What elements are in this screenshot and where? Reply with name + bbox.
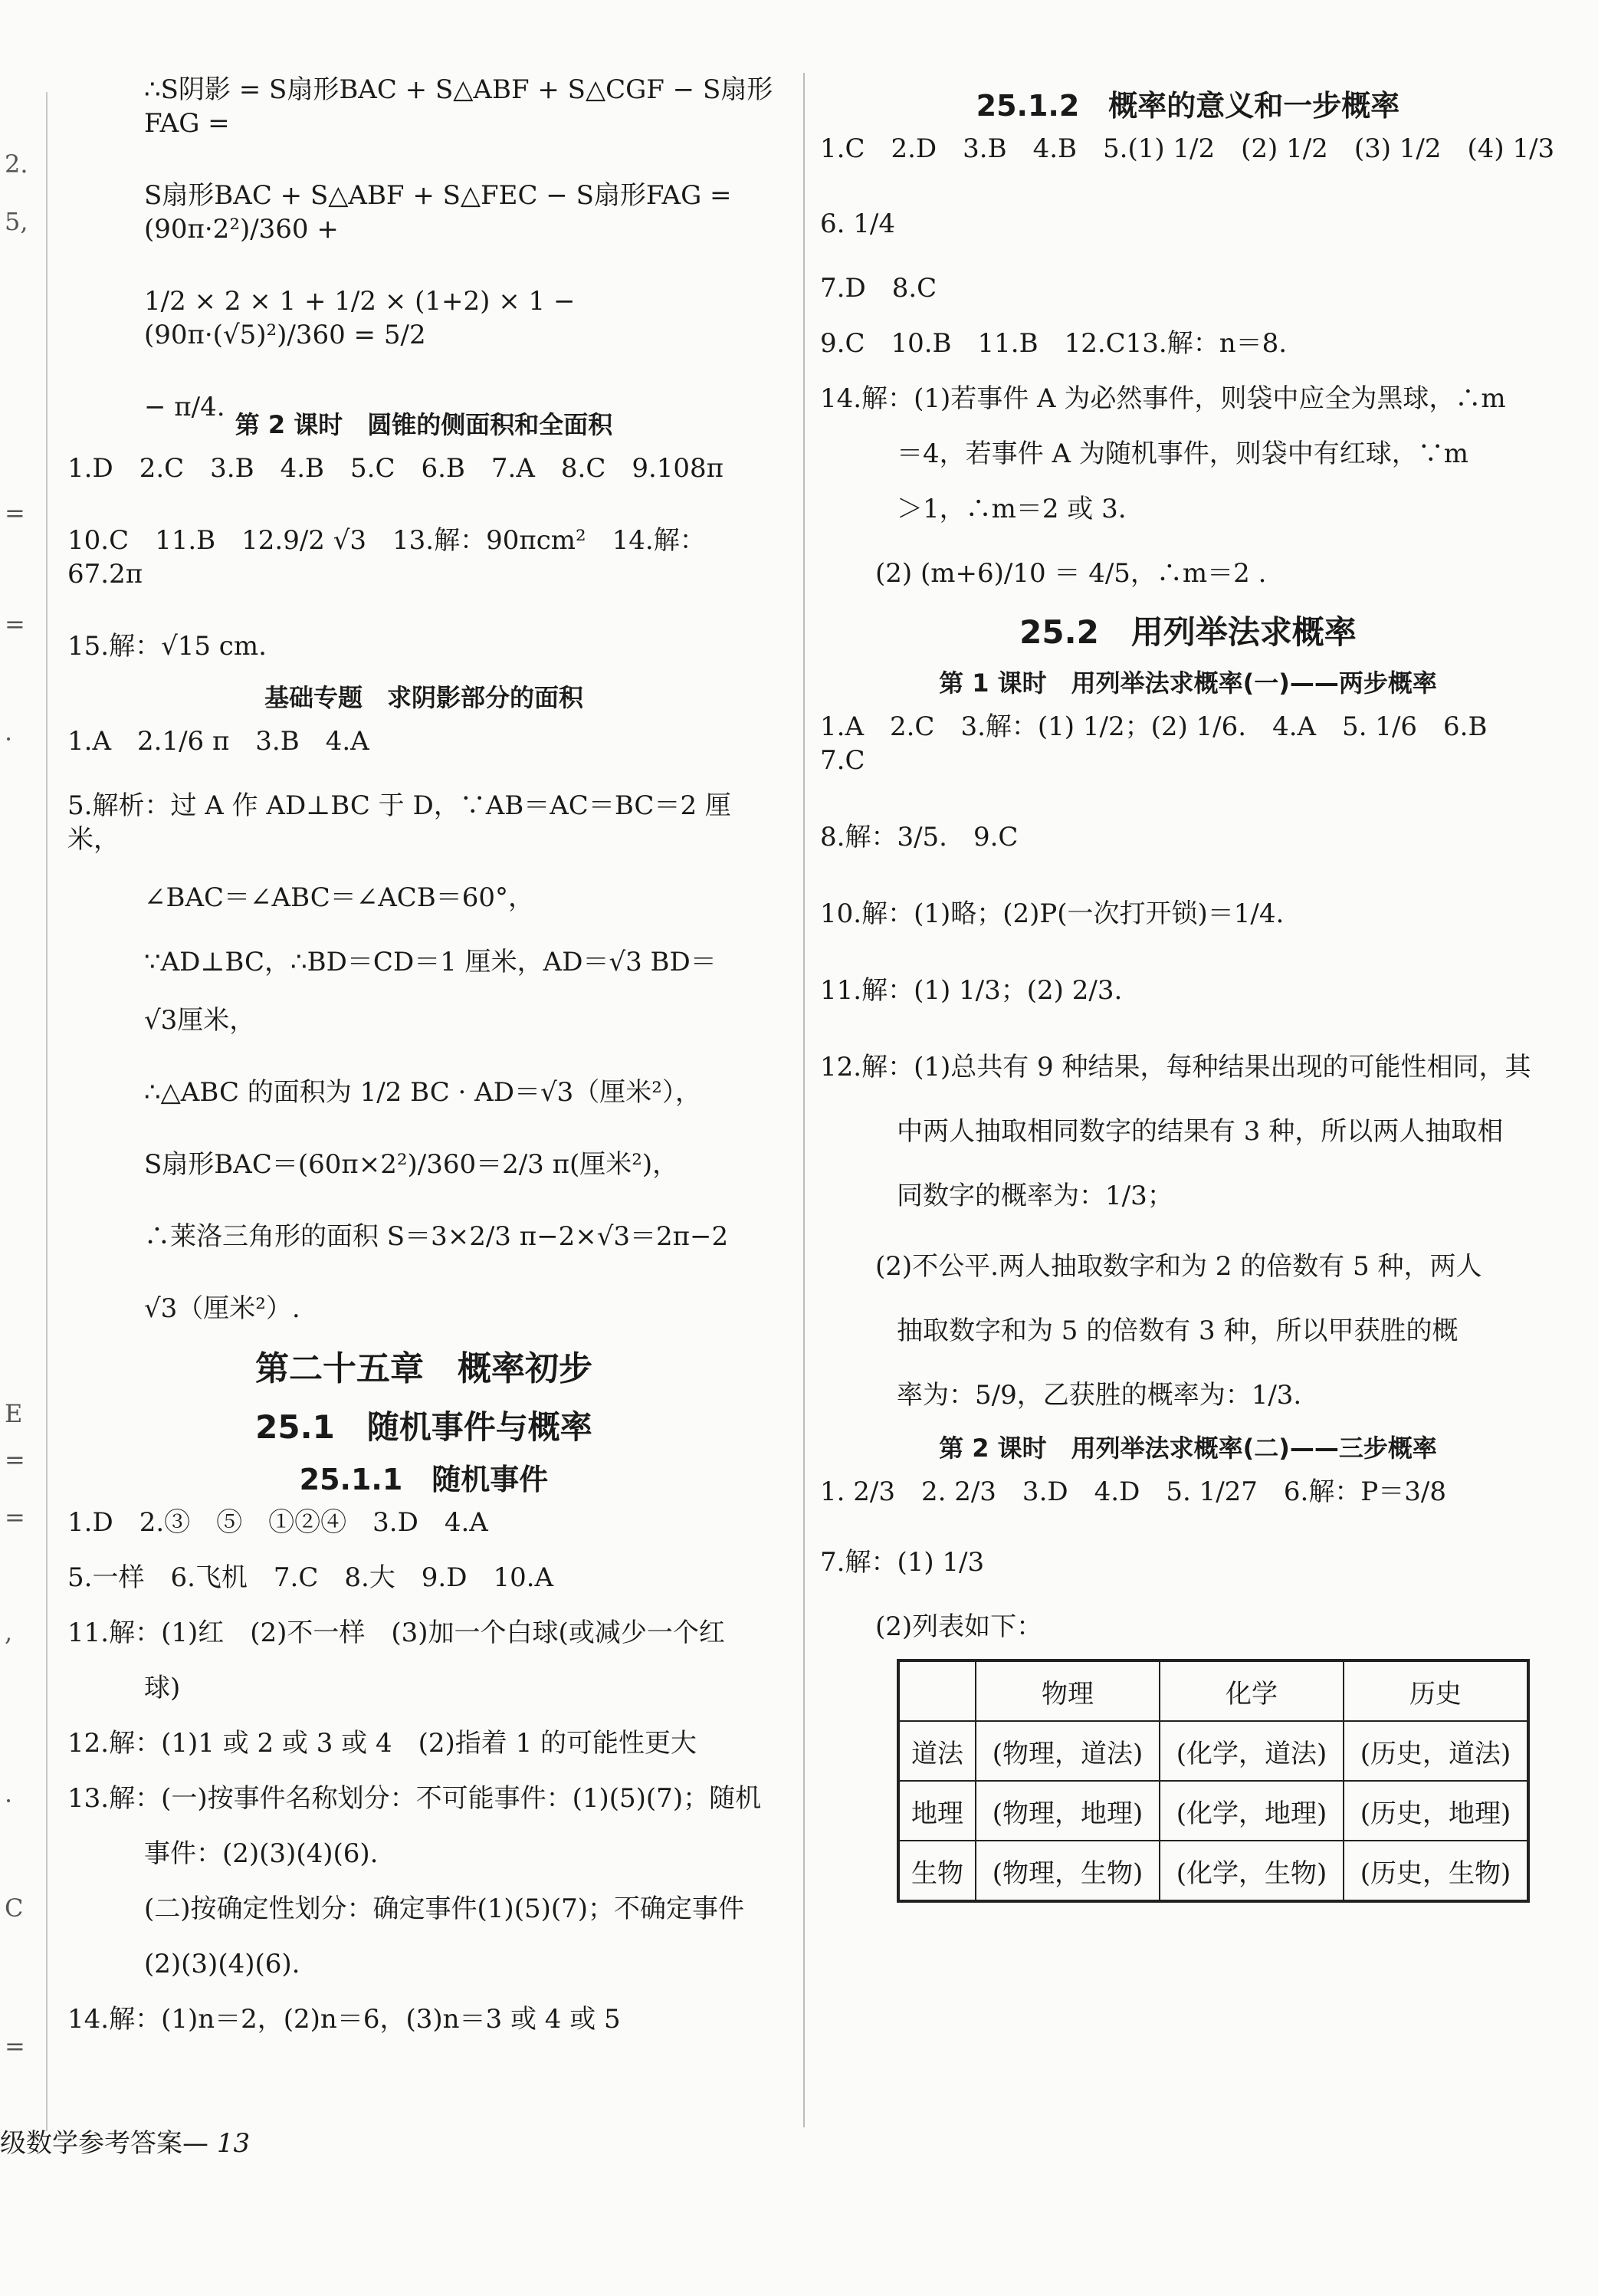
table-row	[898, 1721, 1528, 1781]
table-cell: (化学，道法)	[1160, 1721, 1344, 1781]
answer-line: 率为：5/9，乙获胜的概率为：1/3.	[897, 1380, 1302, 1411]
answer-line: √3（厘米²）.	[144, 1293, 300, 1324]
table-header-cell: 物理	[976, 1660, 1160, 1721]
answer-line: 中两人抽取相同数字的结果有 3 种，所以两人抽取相	[897, 1116, 1504, 1147]
answer-line: ＞1，∴m＝2 或 3.	[897, 494, 1127, 524]
edge-mark: 5,	[5, 207, 28, 236]
edge-mark: ·	[5, 724, 13, 754]
answer-line: √3厘米，	[144, 1005, 256, 1036]
answer-line: 同数字的概率为：1/3；	[897, 1181, 1173, 1211]
answer-line: 5.一样 6.飞机 7.C 8.大 9.D 10.A	[67, 1562, 554, 1593]
answer-line: 11.解：(1) 1/3；(2) 2/3.	[820, 975, 1123, 1006]
answer-line: 抽取数字和为 5 的倍数有 3 种，所以甲获胜的概	[897, 1316, 1459, 1346]
answer-line: ∵AD⊥BC，∴BD＝CD＝1 厘米，AD＝√3 BD＝	[144, 947, 717, 977]
outcome-table	[897, 1659, 1530, 1903]
column-divider	[803, 73, 805, 2127]
page-number: 13	[216, 2128, 251, 2159]
answer-line: 10.解：(1)略；(2)P(一次打开锁)＝1/4.	[820, 898, 1285, 929]
table-row-header: 道法	[898, 1721, 976, 1781]
table-row-header: 生物	[898, 1841, 976, 1901]
table-header-row	[898, 1660, 1528, 1721]
answer-line: 14.解：(1)若事件 A 为必然事件，则袋中应全为黑球，∴m	[820, 383, 1506, 414]
answer-line: (二)按确定性划分：确定事件(1)(5)(7)；不确定事件	[144, 1894, 745, 1924]
answer-line: 事件：(2)(3)(4)(6).	[144, 1838, 379, 1869]
table-cell: (物理，生物)	[976, 1841, 1160, 1901]
table-row-header: 地理	[898, 1781, 976, 1841]
answer-line: 7.解：(1) 1/3	[820, 1547, 985, 1578]
answer-line: 1.A 2.C 3.解：(1) 1/2；(2) 1/6. 4.A 5. 1/6 6.B 7.C	[820, 711, 1514, 776]
answer-line: (2)不公平.两人抽取数字和为 2 的倍数有 5 种，两人	[875, 1251, 1482, 1282]
answer-line: 14.解：(1)n＝2，(2)n＝6，(3)n＝3 或 4 或 5	[67, 2004, 621, 2035]
footer-label: 级数学参考答案—	[0, 2128, 208, 2159]
answer-line: 10.C 11.B 12.9/2 √3 13.解：90πcm² 14.解：67.2π	[67, 525, 706, 590]
table-cell: (历史，生物)	[1344, 1841, 1528, 1901]
shaded-area-solution	[67, 73, 780, 422]
answer-line: 球)	[144, 1673, 181, 1703]
answer-line: ∴△ABC 的面积为 1/2 BC · AD＝√3（厘米²），	[144, 1077, 701, 1108]
binding-edge-line	[46, 92, 48, 2131]
table-header-cell	[898, 1660, 976, 1721]
lesson-title: 第 2 课时 圆锥的侧面积和全面积	[235, 410, 613, 439]
table-cell: (化学，地理)	[1160, 1781, 1344, 1841]
section-title: 25.1 随机事件与概率	[255, 1408, 592, 1446]
chapter-title: 第二十五章 概率初步	[255, 1349, 592, 1388]
answer-line: 12.解：(1)总共有 9 种结果，每种结果出现的可能性相同，其	[820, 1052, 1531, 1082]
answer-line: 11.解：(1)红 (2)不一样 (3)加一个白球(或减少一个红	[67, 1618, 725, 1648]
subsection-title: 25.1.1 随机事件	[299, 1463, 549, 1496]
answer-line: (2) (m+6)/10 ＝ 4/5，∴m＝2 .	[875, 558, 1267, 589]
answer-line: (2)(3)(4)(6).	[144, 1949, 300, 1979]
answer-line: ∴莱洛三角形的面积 S＝3×2/3 π−2×√3＝2π−2	[144, 1221, 729, 1252]
edge-mark: =	[5, 609, 25, 639]
table-cell: (物理，地理)	[976, 1781, 1160, 1841]
topic-title: 基础专题 求阴影部分的面积	[264, 683, 583, 712]
answer-line: 1.D 2.C 3.B 4.B 5.C 6.B 7.A 8.C 9.108π	[67, 453, 724, 484]
solution-line: ∴S阴影 = S扇形BAC + S△ABF + S△CGF − S扇形FAG =	[144, 74, 773, 139]
table-header-cell: 化学	[1160, 1660, 1344, 1721]
answer-line: 13.解：(一)按事件名称划分：不可能事件：(1)(5)(7)；随机	[67, 1783, 762, 1814]
edge-mark: =	[5, 498, 25, 527]
table-cell: (化学，生物)	[1160, 1841, 1344, 1901]
table-header-cell: 历史	[1344, 1660, 1528, 1721]
edge-mark: =	[5, 2032, 25, 2061]
edge-mark: ,	[5, 1618, 13, 1647]
answer-line: 1.C 2.D 3.B 4.B 5.(1) 1/2 (2) 1/2 (3) 1/2 (4) 1/3	[820, 133, 1555, 164]
answer-line: 1.D 2.③ ⑤ ①②④ 3.D 4.A	[67, 1507, 488, 1538]
answer-line: ∠BAC＝∠ABC＝∠ACB＝60°，	[144, 882, 535, 913]
answer-line: ＝4，若事件 A 为随机事件，则袋中有红球，∵m	[897, 439, 1469, 469]
page-footer	[0, 2122, 250, 2160]
answer-line: 8.解：3/5. 9.C	[820, 822, 1019, 852]
table-cell: (历史，道法)	[1344, 1721, 1528, 1781]
solution-line: − π/4.	[144, 392, 225, 422]
answer-line: 12.解：(1)1 或 2 或 3 或 4 (2)指着 1 的可能性更大	[67, 1728, 697, 1759]
subsection-title: 25.1.2 概率的意义和一步概率	[976, 89, 1400, 123]
edge-mark: C	[5, 1894, 24, 1923]
table-row	[898, 1781, 1528, 1841]
lesson-title: 第 1 课时 用列举法求概率(一)——两步概率	[939, 668, 1437, 698]
answer-line: 9.C 10.B 11.B 12.C13.解：n＝8.	[820, 328, 1288, 359]
edge-mark: ·	[5, 1786, 13, 1815]
lesson-title: 第 2 课时 用列举法求概率(二)——三步概率	[939, 1434, 1437, 1463]
solution-line: 1/2 × 2 × 1 + 1/2 × (1+2) × 1 − (90π·(√5)²)/360 = 5/2	[144, 286, 584, 350]
edge-mark: 2.	[5, 149, 28, 179]
left-column	[67, 73, 780, 2036]
answer-line: 1.A 2.1/6 π 3.B 4.A	[67, 726, 369, 757]
edge-mark: =	[5, 1445, 25, 1474]
solution-line: S扇形BAC + S△ABF + S△FEC − S扇形FAG = (90π·2²)/360 +	[144, 180, 740, 245]
table-cell: (历史，地理)	[1344, 1781, 1528, 1841]
answer-line: 6. 1/4	[820, 209, 895, 239]
answer-line: (2)列表如下：	[875, 1611, 1043, 1642]
answer-line: 5.解析：过 A 作 AD⊥BC 于 D，∵AB＝AC＝BC＝2 厘米，	[67, 790, 731, 855]
table-row	[898, 1841, 1528, 1901]
edge-mark: E	[5, 1399, 23, 1428]
answer-line: 1. 2/3 2. 2/3 3.D 4.D 5. 1/27 6.解：P＝3/8	[820, 1476, 1446, 1507]
right-column	[820, 73, 1556, 1903]
edge-mark: =	[5, 1503, 25, 1532]
section-title: 25.2 用列举法求概率	[1019, 613, 1357, 651]
table-cell: (物理，道法)	[976, 1721, 1160, 1781]
answer-line: S扇形BAC＝(60π×2²)/360＝2/3 π(厘米²)，	[144, 1149, 679, 1180]
answer-line: 7.D 8.C	[820, 273, 937, 304]
answer-line: 15.解：√15 cm.	[67, 631, 267, 662]
